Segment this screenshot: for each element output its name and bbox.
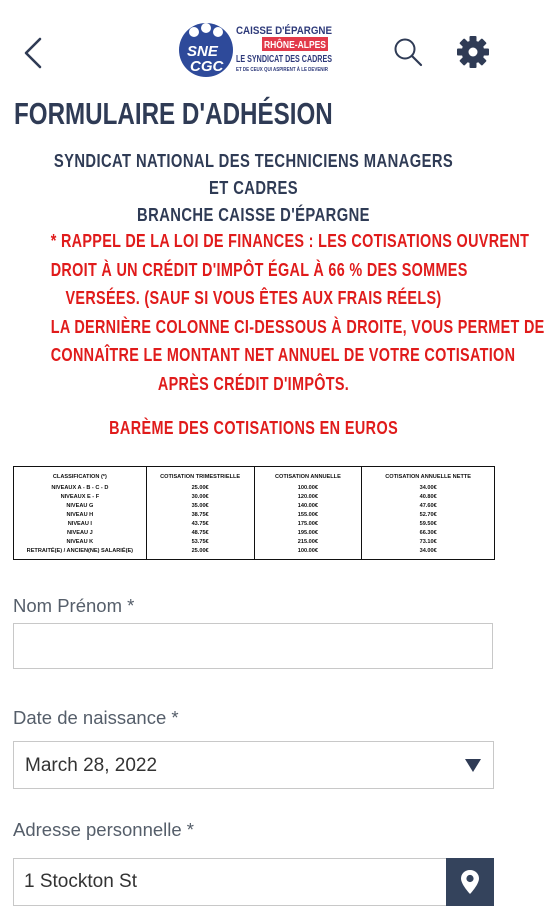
table-cell: 47.60€ <box>362 502 495 511</box>
app-logo <box>178 18 345 82</box>
table-cell: NIVEAU J <box>14 529 147 538</box>
table-cell: 30.00€ <box>146 493 254 502</box>
table-row <box>14 547 495 560</box>
address-input[interactable] <box>13 858 446 906</box>
birthdate-value: March 28, 2022 <box>25 755 158 776</box>
name-label: Nom Prénom * <box>13 595 135 616</box>
table-row <box>14 493 495 502</box>
map-pin-icon <box>446 858 494 906</box>
table-header: CLASSIFICATION (*) <box>14 467 147 485</box>
table-cell: 100.00€ <box>254 484 362 493</box>
table-cell: 25.00€ <box>146 547 254 560</box>
dropdown-arrow-icon <box>465 759 481 772</box>
table-header: COTISATION ANNUELLE NETTE <box>362 467 495 485</box>
table-row <box>14 502 495 511</box>
top-bar <box>0 0 507 92</box>
table-header: COTISATION ANNUELLE <box>254 467 362 485</box>
notice-line: APRÈS CRÉDIT D'IMPÔTS. <box>157 373 350 394</box>
table-cell: NIVEAU I <box>14 520 147 529</box>
locate-address-button[interactable] <box>446 858 494 906</box>
notice-line: CONNAÎTRE LE MONTANT NET ANNUEL DE VOTRE COTISATION <box>50 345 516 365</box>
table-cell: 73.10€ <box>362 538 495 547</box>
logo-line-2: RHÔNE-ALPES <box>264 40 337 51</box>
name-input[interactable] <box>13 623 493 669</box>
search-icon <box>392 36 424 68</box>
chevron-left-icon <box>18 36 48 70</box>
address-field-group <box>13 858 494 906</box>
table-row <box>14 484 495 493</box>
table-cell: NIVEAU H <box>14 511 147 520</box>
logo-line-4: ET DE CEUX QUI ASPIRENT À LE DEVENIR <box>236 67 340 73</box>
table-cell: 52.70€ <box>362 511 495 520</box>
notice-line: VERSÉES. (SAUF SI VOUS ÊTES AUX FRAIS RÉELS) <box>65 288 442 308</box>
table-cell: 34.00€ <box>362 484 495 493</box>
table-cell: 53.75€ <box>146 538 254 547</box>
table-cell: NIVEAUX A - B - C - D <box>14 484 147 493</box>
table-cell: 48.75€ <box>146 529 254 538</box>
logo-badge-text-2: CGC <box>190 58 224 75</box>
table-cell: 120.00€ <box>254 493 362 502</box>
logo-line-3: LE SYNDICAT DES CADRES <box>236 54 333 65</box>
table-cell: NIVEAU K <box>14 538 147 547</box>
table-cell: NIVEAUX E - F <box>14 493 147 502</box>
notice-line: DROIT À UN CRÉDIT D'IMPÔT ÉGAL À 66 % DES SOMMES <box>50 259 468 280</box>
table-cell: 66.30€ <box>362 529 495 538</box>
back-button[interactable] <box>18 36 48 70</box>
table-cell: 100.00€ <box>254 547 362 560</box>
table-cell: 34.00€ <box>362 547 495 560</box>
table-row <box>14 520 495 529</box>
table-cell: 38.75€ <box>146 511 254 520</box>
birthdate-label: Date de naissance * <box>13 707 179 728</box>
notice-line: LA DERNIÈRE COLONNE CI-DESSOUS À DROITE, VOUS PERMET DE <box>50 316 545 337</box>
page-title: FORMULAIRE D'ADHÉSION <box>14 96 333 131</box>
rates-table <box>13 466 495 560</box>
settings-button[interactable] <box>455 34 491 70</box>
table-cell: 175.00€ <box>254 520 362 529</box>
table-cell: 40.80€ <box>362 493 495 502</box>
table-row <box>14 511 495 520</box>
bareme-title-text: BARÈME DES COTISATIONS EN EUROS <box>109 418 398 438</box>
table-cell: RETRAITÉ(E) / ANCIEN(NE) SALARIÉ(E) <box>14 547 147 560</box>
table-cell: 155.00€ <box>254 511 362 520</box>
table-header: COTISATION TRIMESTRIELLE <box>146 467 254 485</box>
table-cell: 215.00€ <box>254 538 362 547</box>
table-cell: 59.50€ <box>362 520 495 529</box>
logo-line-1: CAISSE D'ÉPARGNE <box>236 25 345 37</box>
table-cell: NIVEAU G <box>14 502 147 511</box>
table-cell: 25.00€ <box>146 484 254 493</box>
notice-line: * RAPPEL DE LA LOI DE FINANCES : LES COTISATIONS OUVRENT <box>50 231 530 251</box>
table-header-row <box>14 467 495 485</box>
page-subtitle <box>0 148 507 229</box>
logo-badge-text-1: SNE <box>187 43 218 60</box>
table-row <box>14 538 495 547</box>
table-cell: 195.00€ <box>254 529 362 538</box>
table-row <box>14 529 495 538</box>
table-cell: 35.00€ <box>146 502 254 511</box>
address-label: Adresse personnelle * <box>13 819 194 840</box>
subtitle-line-1: SYNDICAT NATIONAL DES TECHNICIENS MANAGERS ET CADRES <box>53 151 454 198</box>
search-button[interactable] <box>392 36 424 68</box>
tax-credit-notice <box>0 227 545 398</box>
birthdate-select[interactable] <box>13 741 494 789</box>
bareme-title <box>0 418 507 439</box>
gear-icon <box>455 34 491 70</box>
table-cell: 140.00€ <box>254 502 362 511</box>
table-cell: 43.75€ <box>146 520 254 529</box>
subtitle-line-2: BRANCHE CAISSE D'ÉPARGNE <box>137 205 370 225</box>
